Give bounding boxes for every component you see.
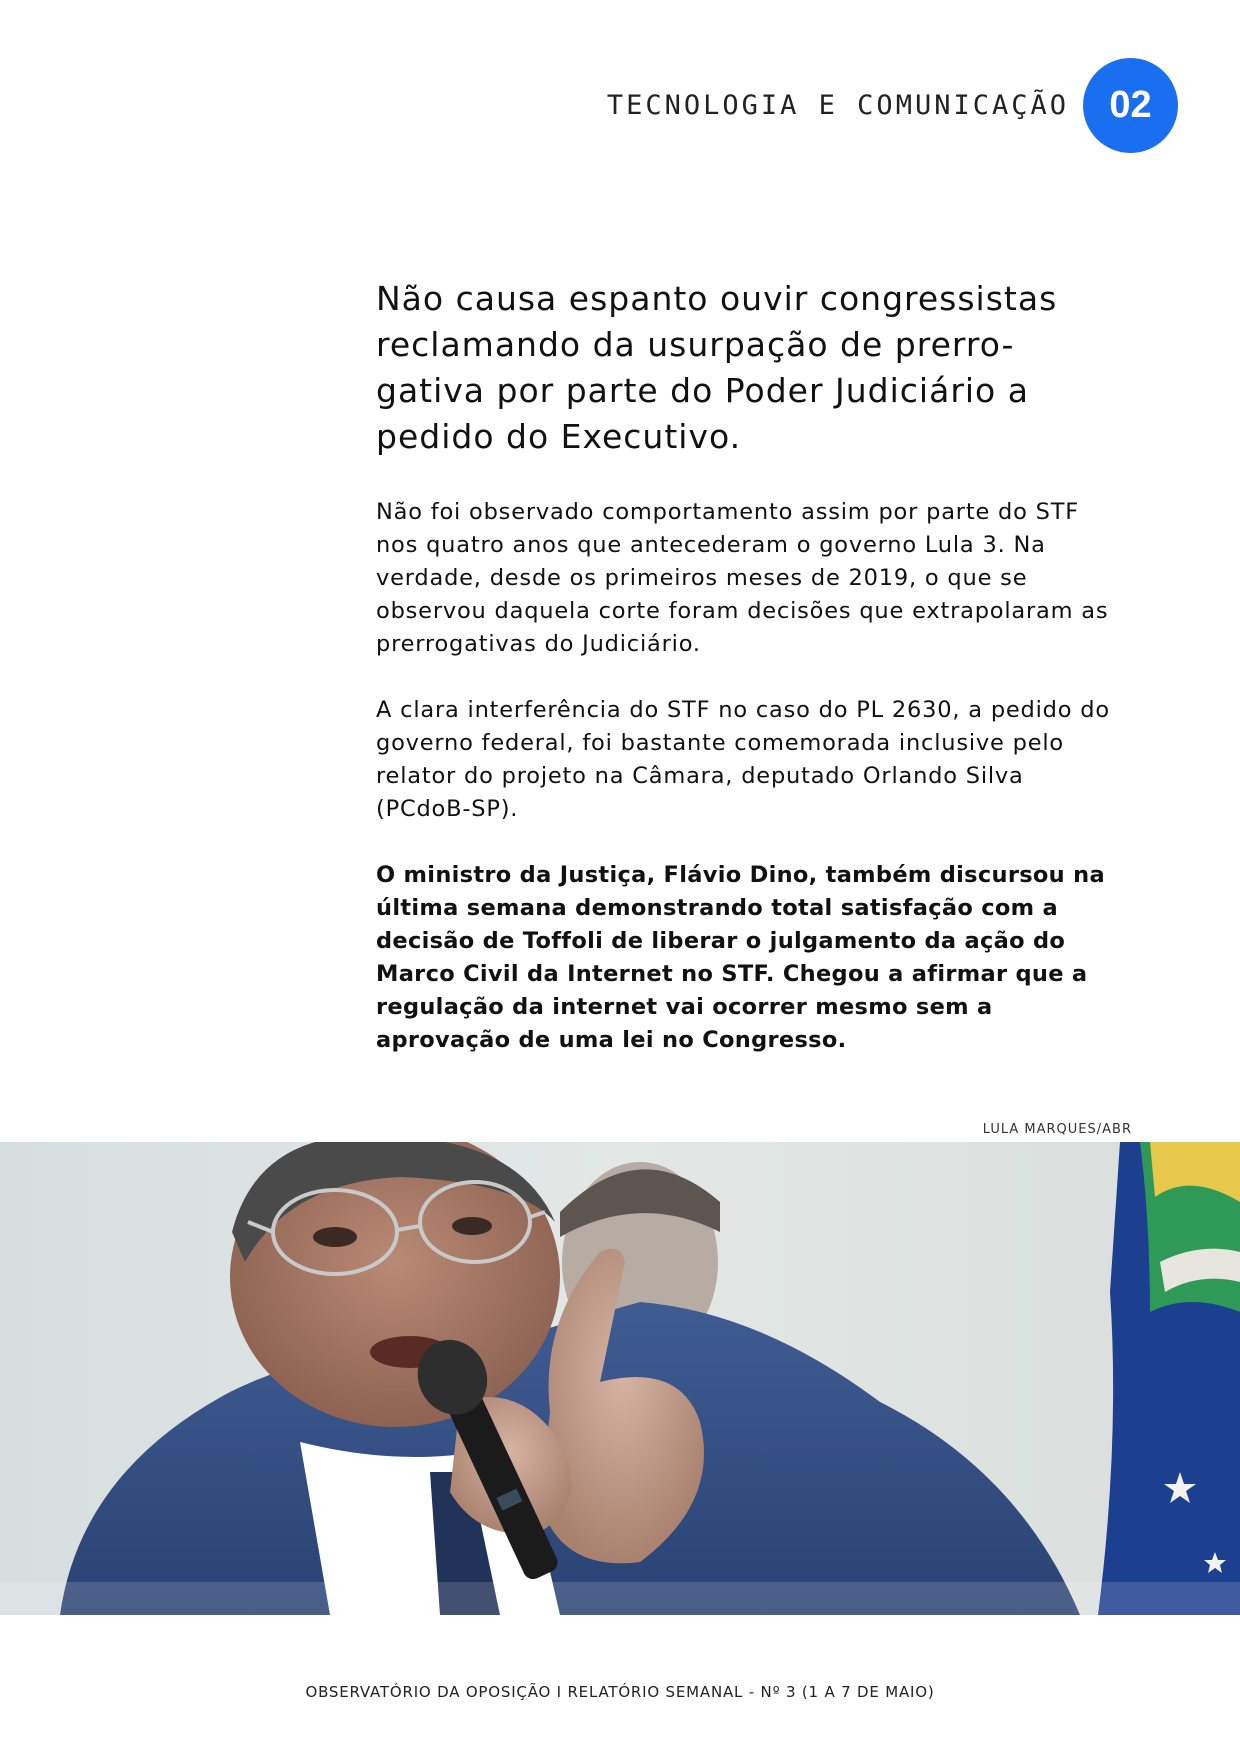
article-paragraph-3: O ministro da Justiça, Flávio Dino, também discursou na última semana demonstrando total satisfação com a decisão de Toffoli de liberar o julgamento da ação do Marco Civil da Internet no STF. Chegou a afirmar que a regulação da internet vai ocorrer mesmo sem a aprovação de uma lei no Congresso.: [376, 862, 1105, 1053]
article-lead: Não causa espanto ouvir congressistas reclamando da usurpação de prerro- gativa por parte do Poder Judiciário a pedido do Executivo.: [376, 279, 1058, 456]
page-header: [607, 58, 1178, 153]
page-footer: OBSERVATÓRIO DA OPOSIÇÃO I RELATÓRIO SEMANAL - Nº 3 (1 A 7 DE MAIO): [305, 1683, 935, 1701]
article-paragraph-2: A clara interferência do STF no caso do PL 2630, a pedido do governo federal, foi bastante comemorada inclusive pelo relator do projeto na Câmara, deputado Orlando Silva (PCdoB-SP).: [376, 697, 1110, 822]
section-title: TECNOLOGIA E COMUNICAÇÃO: [606, 90, 1069, 121]
section-number-badge: 02: [1083, 58, 1178, 153]
article-paragraph-1: Não foi observado comportamento assim por parte do STF nos quatro anos que antecederam o governo Lula 3. Na verdade, desde os primeiros meses de 2019, o que se observou daquela corte foram decisões que extrapolaram as prerrogativas do Judiciário.: [376, 499, 1109, 657]
article-body: [376, 276, 1116, 1090]
speaker-photo: [0, 1142, 1240, 1615]
photo-credit: LULA MARQUES/ABR: [982, 1122, 1132, 1137]
